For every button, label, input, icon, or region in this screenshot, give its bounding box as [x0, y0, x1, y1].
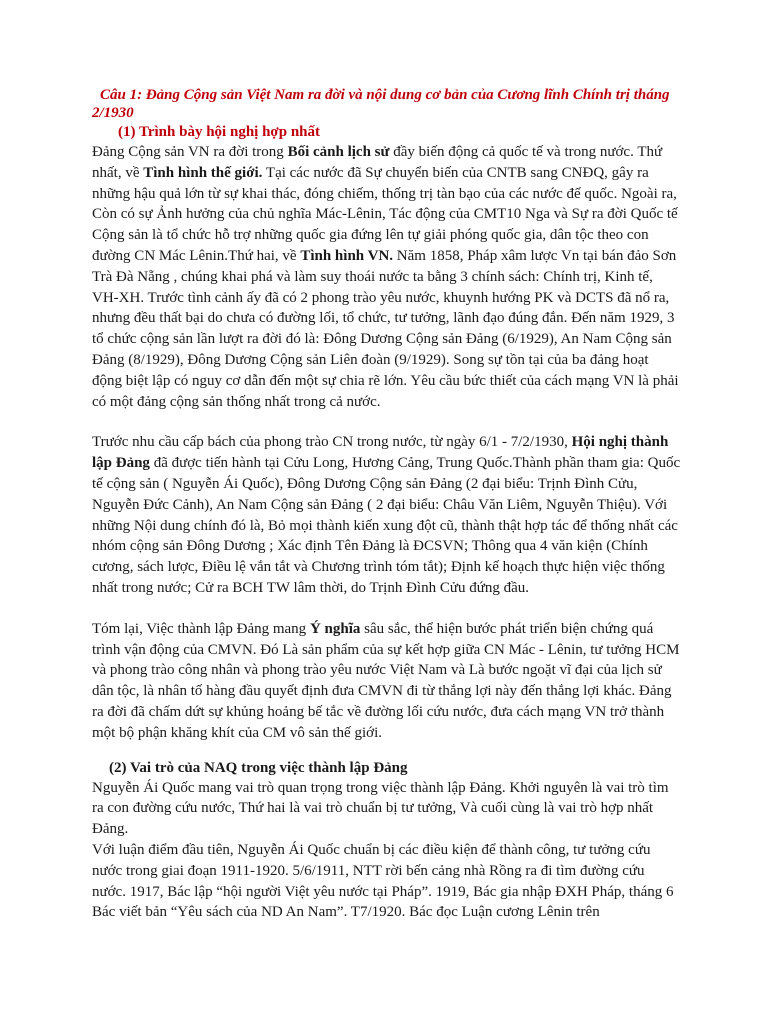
paragraph-spacer — [92, 599, 682, 619]
paragraph-conference — [92, 432, 682, 598]
paragraph-spacer — [92, 744, 682, 758]
paragraph-text: đã được tiến hành tại Cửu Long, Hương Cảng, Trung Quốc.Thành phần tham gia: Quốc tế cộng sản ( Nguyễn Ái Quốc), Đông Dương Cộng sản Đảng (2 đại biểu: Trịnh Đình Cửu, Nguyễn Đức Cảnh), An Nam Cộng sản Đảng ( 2 đại biểu: Châu Văn Liêm, Nguyễn Thiệu). Với những Nội dung chính đó là, Bỏ mọi thành kiến xung đột cũ, thành thật hợp tác để thống nhất các nhóm cộng sản Đông Dương ; Xác định Tên Đảng là ĐCSVN; Thông qua 4 văn kiện (Chính cương, sách lược, Điều lệ vắn tắt và Chương trình tóm tắt); Định kế hoạch thực hiện việc thống nhất trong nước; Cử ra BCH TW lâm thời, do Trịnh Đình Cửu đứng đầu. — [92, 455, 681, 596]
paragraph-significance — [92, 619, 682, 744]
paragraph-text: Đảng Cộng sản VN ra đời trong — [92, 144, 288, 160]
section-heading-1: (1) Trình bày hội nghị hợp nhất — [118, 124, 320, 140]
paragraph-text: sâu sắc, thể hiện bước phát triển biện chứng quá trình vận động của CMVN. Đó Là sản phẩm của sự kết hợp giữa CN Mác - Lênin, tư tưởng HCM và phong trào công nhân và phong trào yêu nước Việt Nam và Là bước ngoặt vĩ đại của lịch sử dân tộc, là nhân tố hàng đầu quyết định đưa CMVN đi từ thắng lợi này đến thắng lợi khác. Đảng ra đời đã chấm dứt sự khủng hoảng bế tắc về đường lối cứu nước, đưa cách mạng VN trở thành một bộ phận khăng khít của CM vô sản thế giới. — [92, 620, 680, 741]
paragraph-spacer — [92, 412, 682, 432]
paragraph-context — [92, 142, 682, 412]
bold-phrase: Bối cảnh lịch sử — [287, 144, 390, 160]
paragraph-text: Tóm lại, Việc thành lập Đảng mang — [92, 620, 310, 637]
paragraph-role-intro: Nguyễn Ái Quốc mang vai trò quan trọng trong việc thành lập Đảng. Khởi nguyên là vai trò tìm ra con đường cứu nước, Thứ hai là vai trò chuẩn bị tư tưởng, Và cuối cùng là vai trò hợp nhất Đảng. — [92, 779, 669, 838]
paragraph-text: Trước nhu cầu cấp bách của phong trào CN trong nước, từ ngày 6/1 - 7/2/1930, — [92, 434, 572, 451]
paragraph-text: đầy biến động cả quốc tế và trong nước. Thứ nhất, về — [92, 144, 663, 181]
document-body — [92, 86, 682, 923]
bold-phrase: Tình hình thế giới. — [143, 164, 263, 181]
paragraph-role-detail: Với luận điểm đầu tiên, Nguyễn Ái Quốc chuẩn bị các điều kiện để thành công, tư tưởng cứu nước trong giai đoạn 1911-1920. 5/6/1911, NTT rời bến cảng nhà Rồng ra đi tìm đường cứu nước. 1917, Bác lập “hội người Việt yêu nước tại Pháp”. 1919, Bác gia nhập ĐXH Pháp, tháng 6 Bác viết bản “Yêu sách của ND An Nam”. T7/1920. Bác đọc Luận cương Lênin trên — [92, 841, 674, 921]
bold-phrase: Ý nghĩa — [309, 620, 361, 637]
section-heading-2: (2) Vai trò của NAQ trong việc thành lập Đảng — [109, 759, 408, 776]
question-title: Câu 1: Đảng Cộng sản Việt Nam ra đời và nội dung cơ bản của Cương lĩnh Chính trị tháng 2/1930 — [92, 87, 670, 121]
paragraph-text: Tại các nước đã Sự chuyển biến của CNTB sang CNĐQ, gây ra những hậu quả lớn từ sự khai thác, đóng chiếm, thống trị tàn bạo của các nước đế quốc. Ngoài ra, Còn có sự Ảnh hưởng của chủ nghĩa Mác-Lênin, Tác động của CMT10 Nga và Sự ra đời Quốc tế Cộng sản là tổ chức hỗ trợ những quốc gia đứng lên tự giải phóng quốc gia, dân tộc theo con đường CN Mác Lênin.Thứ hai, về — [92, 164, 678, 264]
bold-phrase: Tình hình VN. — [300, 247, 394, 264]
bold-phrase: Hội nghị thành lập Đảng — [92, 434, 669, 472]
paragraph-text: Năm 1858, Pháp xâm lược Vn tại bán đảo Sơn Trà Đà Nẵng , chúng khai phá và làm suy thoái nước ta bằng 3 chính sách: Chính trị, Kinh tế, VH-XH. Trước tình cảnh ấy đã có 2 phong trào yêu nước, khuynh hướng PK và DCTS đã nổ ra, nhưng đều thất bại do chưa có đường lối, tổ chức, tư tưởng, lãnh đạo đúng đắn. Đến năm 1929, 3 tổ chức cộng sản lần lượt ra đời đó là: Đông Dương Cộng sản Đảng (6/1929), An Nam Cộng sản Đảng (8/1929), Đông Dương Cộng sản Liên đoàn (9/1929). Song sự tồn tại của ba đảng hoạt động biệt lập có nguy cơ dẫn đến một sự chia rẽ lớn. Yêu cầu bức thiết của cách mạng VN là phải có một đảng cộng sản thống nhất trong cả nước. — [92, 247, 679, 410]
